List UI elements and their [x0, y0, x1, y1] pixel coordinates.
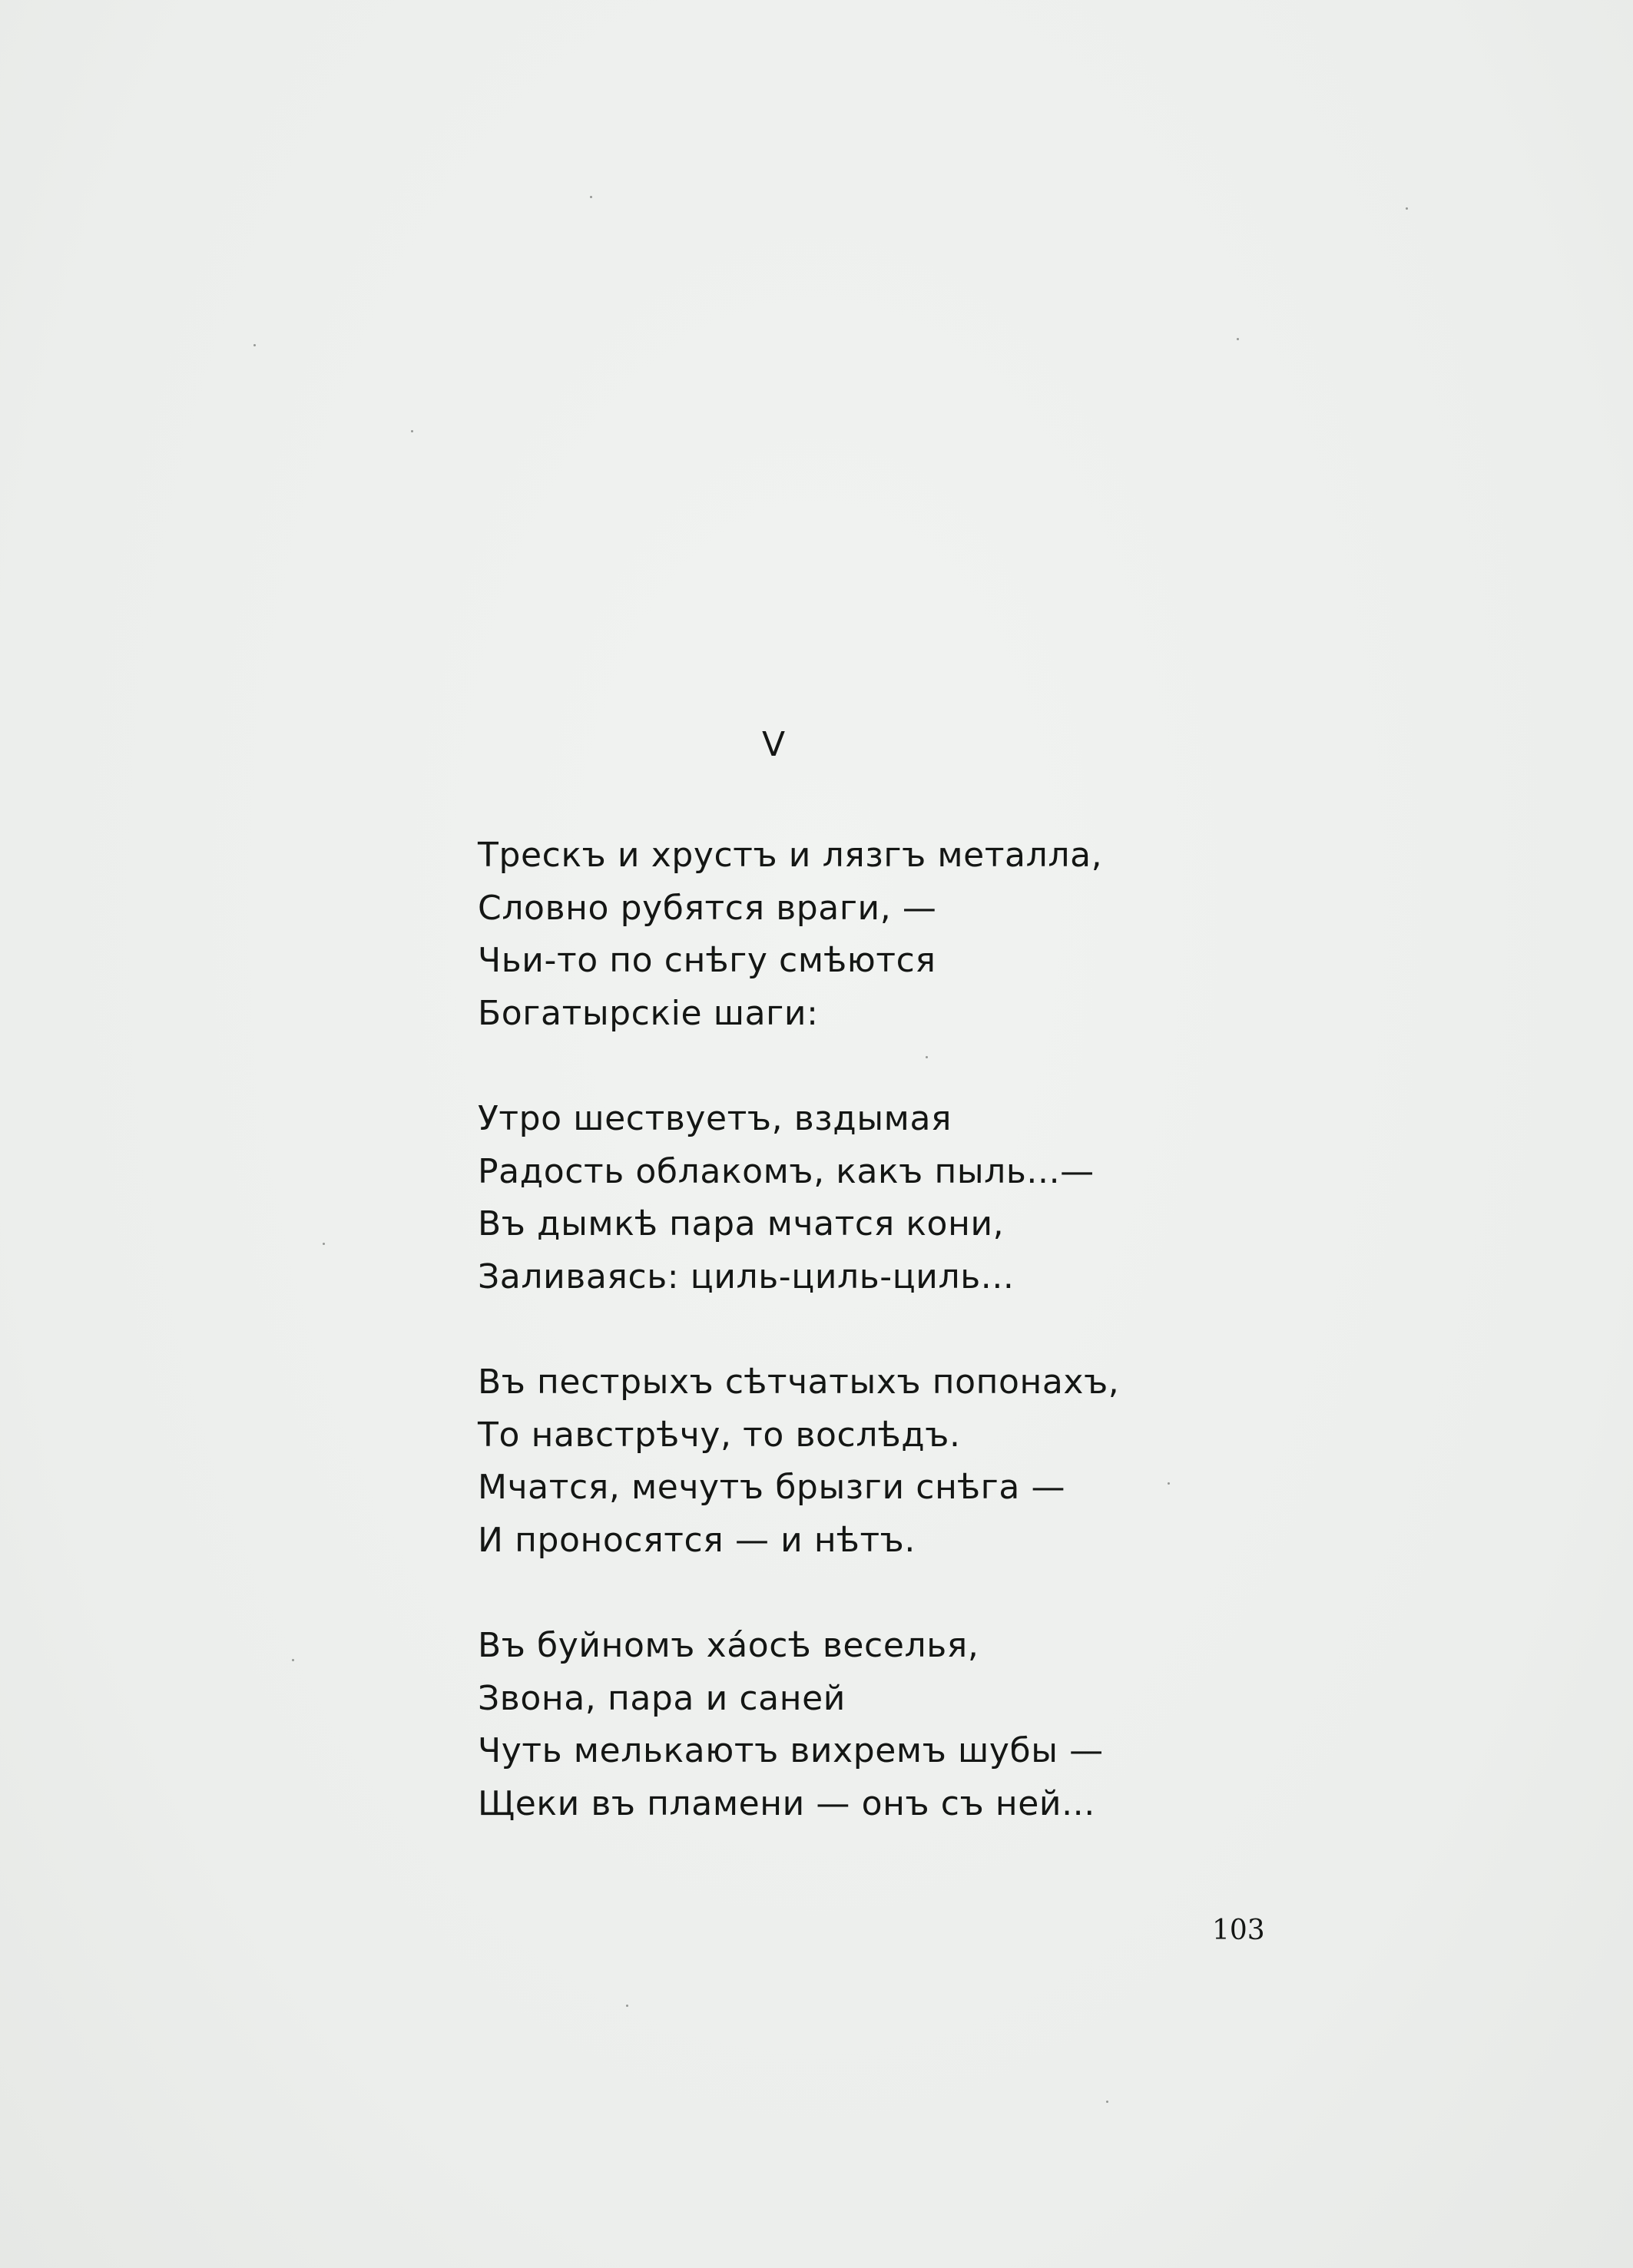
verse-line: Радость облакомъ, какъ пыль...—	[478, 1151, 1095, 1191]
paper-speck	[323, 1243, 325, 1245]
paper-speck	[1106, 2101, 1108, 2103]
verse-line: И проносятся — и нѣтъ.	[478, 1520, 916, 1560]
verse-line: Звона, пара и саней	[478, 1678, 846, 1718]
paper-speck	[411, 430, 413, 432]
page-number: 103	[1212, 1915, 1265, 1946]
paper-speck	[590, 196, 592, 198]
verse-line: Заливаясь: циль-циль-циль...	[478, 1257, 1015, 1296]
verse-line: То навстрѣчу, то вослѣдъ.	[478, 1415, 961, 1455]
section-numeral: V	[762, 725, 787, 764]
verse-line: Въ дымкѣ пара мчатся кони,	[478, 1204, 1005, 1243]
stanza	[478, 1093, 1246, 1303]
verse-line: Въ буйномъ ха́осѣ веселья,	[478, 1626, 979, 1665]
verse-line: Словно рубятся враги, —	[478, 888, 937, 928]
verse-line: Чуть мелькаютъ вихремъ шубы —	[478, 1731, 1104, 1770]
stanza	[478, 1620, 1246, 1830]
poem	[478, 829, 1246, 1883]
verse-line: Трескъ и хрустъ и лязгъ металла,	[478, 836, 1103, 875]
verse-line: Утро шествуетъ, вздымая	[478, 1099, 952, 1138]
paper-speck	[253, 344, 256, 346]
paper-speck	[1237, 338, 1239, 340]
paper-speck	[1406, 207, 1408, 210]
verse-line: Мчатся, мечутъ брызги снѣга —	[478, 1468, 1066, 1507]
verse-line: Щеки въ пламени — онъ съ ней...	[478, 1783, 1095, 1823]
verse-line: Чьи-то по снѣгу смѣются	[478, 941, 936, 980]
stanza	[478, 829, 1246, 1040]
verse-line: Въ пестрыхъ сѣтчатыхъ попонахъ,	[478, 1362, 1120, 1402]
stanza	[478, 1356, 1246, 1567]
paper-speck	[292, 1659, 294, 1661]
paper-speck	[626, 2005, 628, 2007]
verse-line: Богатырскіе шаги:	[478, 993, 819, 1033]
